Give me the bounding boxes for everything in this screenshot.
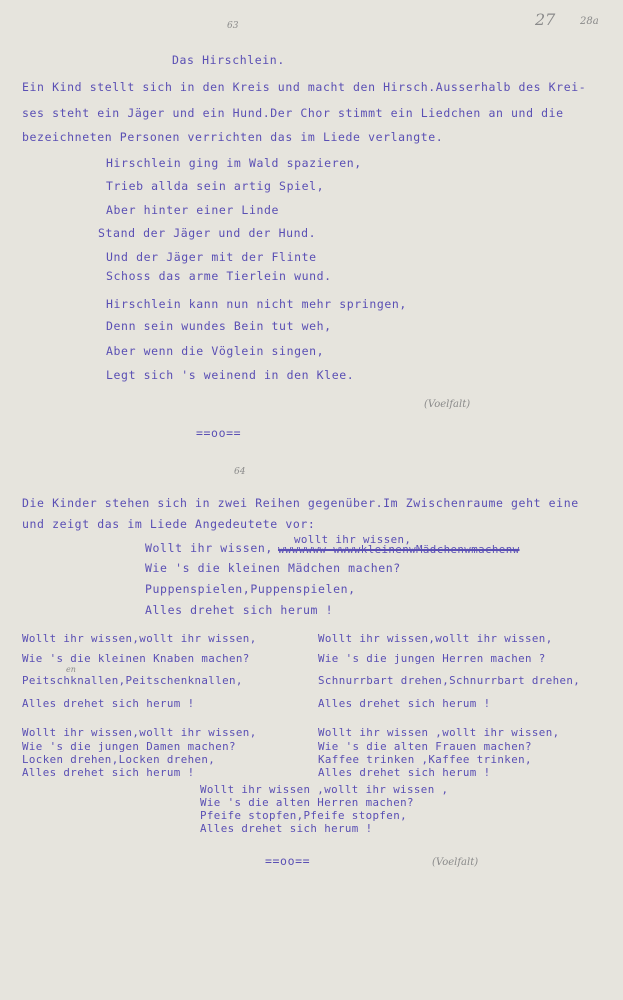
- verse-line: Alles drehet sich herum !: [145, 603, 334, 617]
- verse-line: Trieb allda sein artig Spiel,: [106, 179, 325, 193]
- pencil-folio-number: 27: [535, 10, 556, 29]
- verse-line: Wollt ihr wissen,wollt ihr wissen,: [22, 632, 257, 645]
- verse-line: Peitschknallen,Peitschenknallen,: [22, 674, 243, 687]
- verse-line: Pfeife stopfen,Pfeife stopfen,: [200, 809, 408, 822]
- verse-line: Wie 's die jungen Damen machen?: [22, 740, 236, 753]
- intro-line: Die Kinder stehen sich in zwei Reihen gegenüber.Im Zwischenraume geht eine: [22, 496, 579, 510]
- struck-text: wwwwwww wwwwkleinenwMädchenwmachenw: [278, 543, 520, 556]
- separator: ==oo==: [196, 426, 242, 440]
- verse-line: Kaffee trinken ,Kaffee trinken,: [318, 753, 532, 766]
- verse-line: Wie 's die kleinen Knaben machen?: [22, 652, 250, 665]
- intro-line: und zeigt das im Liede Angedeutete vor:: [22, 517, 316, 531]
- verse-line: Wollt ihr wissen ,wollt ihr wissen ,: [200, 783, 449, 796]
- verse-line: Aber hinter einer Linde: [106, 203, 280, 217]
- verse-line: Wollt ihr wissen,wollt ihr wissen,: [22, 726, 257, 739]
- verse-line: Aber wenn die Vöglein singen,: [106, 344, 325, 358]
- verse-line: Legt sich 's weinend in den Klee.: [106, 368, 355, 382]
- source-note: (Voelfalt): [424, 399, 471, 410]
- verse-line: Wollt ihr wissen,: [145, 541, 273, 555]
- verse-line: Wie 's die alten Herren machen?: [200, 796, 414, 809]
- verse-line: Wollt ihr wissen ,wollt ihr wissen,: [318, 726, 560, 739]
- verse-line: Locken drehen,Locken drehen,: [22, 753, 216, 766]
- handwritten-insertion: en: [66, 665, 76, 674]
- separator: ==oo==: [265, 854, 311, 868]
- source-note: (Voelfalt): [432, 857, 479, 868]
- verse-line: Alles drehet sich herum !: [22, 766, 195, 779]
- verse-line: Schoss das arme Tierlein wund.: [106, 269, 332, 283]
- verse-line: Puppenspielen,Puppenspielen,: [145, 582, 356, 596]
- verse-line: Und der Jäger mit der Flinte: [106, 250, 317, 264]
- section-title: Das Hirschlein.: [172, 53, 285, 67]
- verse-line: Wollt ihr wissen,wollt ihr wissen,: [318, 632, 553, 645]
- verse-line: Wie 's die kleinen Mädchen machen?: [145, 561, 401, 575]
- handwritten-insertion: wollt ihr wissen,: [294, 533, 412, 546]
- verse-line: Hirschlein ging im Wald spazieren,: [106, 156, 362, 170]
- verse-line: Schnurrbart drehen,Schnurrbart drehen,: [318, 674, 581, 687]
- intro-line: ses steht ein Jäger und ein Hund.Der Chor stimmt ein Liedchen an und die: [22, 106, 564, 120]
- verse-line: Wie 's die jungen Herren machen ?: [318, 652, 546, 665]
- pencil-page-number: 64: [234, 467, 246, 477]
- verse-line: Alles drehet sich herum !: [318, 766, 491, 779]
- verse-line: Alles drehet sich herum !: [22, 697, 195, 710]
- intro-line: bezeichneten Personen verrichten das im Liede verlangte.: [22, 130, 444, 144]
- verse-line: Hirschlein kann nun nicht mehr springen,: [106, 297, 407, 311]
- pencil-folio-number-b: 28a: [580, 16, 599, 27]
- verse-line: Alles drehet sich herum !: [200, 822, 373, 835]
- verse-line: Stand der Jäger und der Hund.: [98, 226, 317, 240]
- verse-line: Denn sein wundes Bein tut weh,: [106, 319, 332, 333]
- pencil-page-number: 63: [227, 21, 239, 31]
- verse-line: Wie 's die alten Frauen machen?: [318, 740, 532, 753]
- intro-line: Ein Kind stellt sich in den Kreis und macht den Hirsch.Ausserhalb des Krei-: [22, 80, 587, 94]
- verse-line: Alles drehet sich herum !: [318, 697, 491, 710]
